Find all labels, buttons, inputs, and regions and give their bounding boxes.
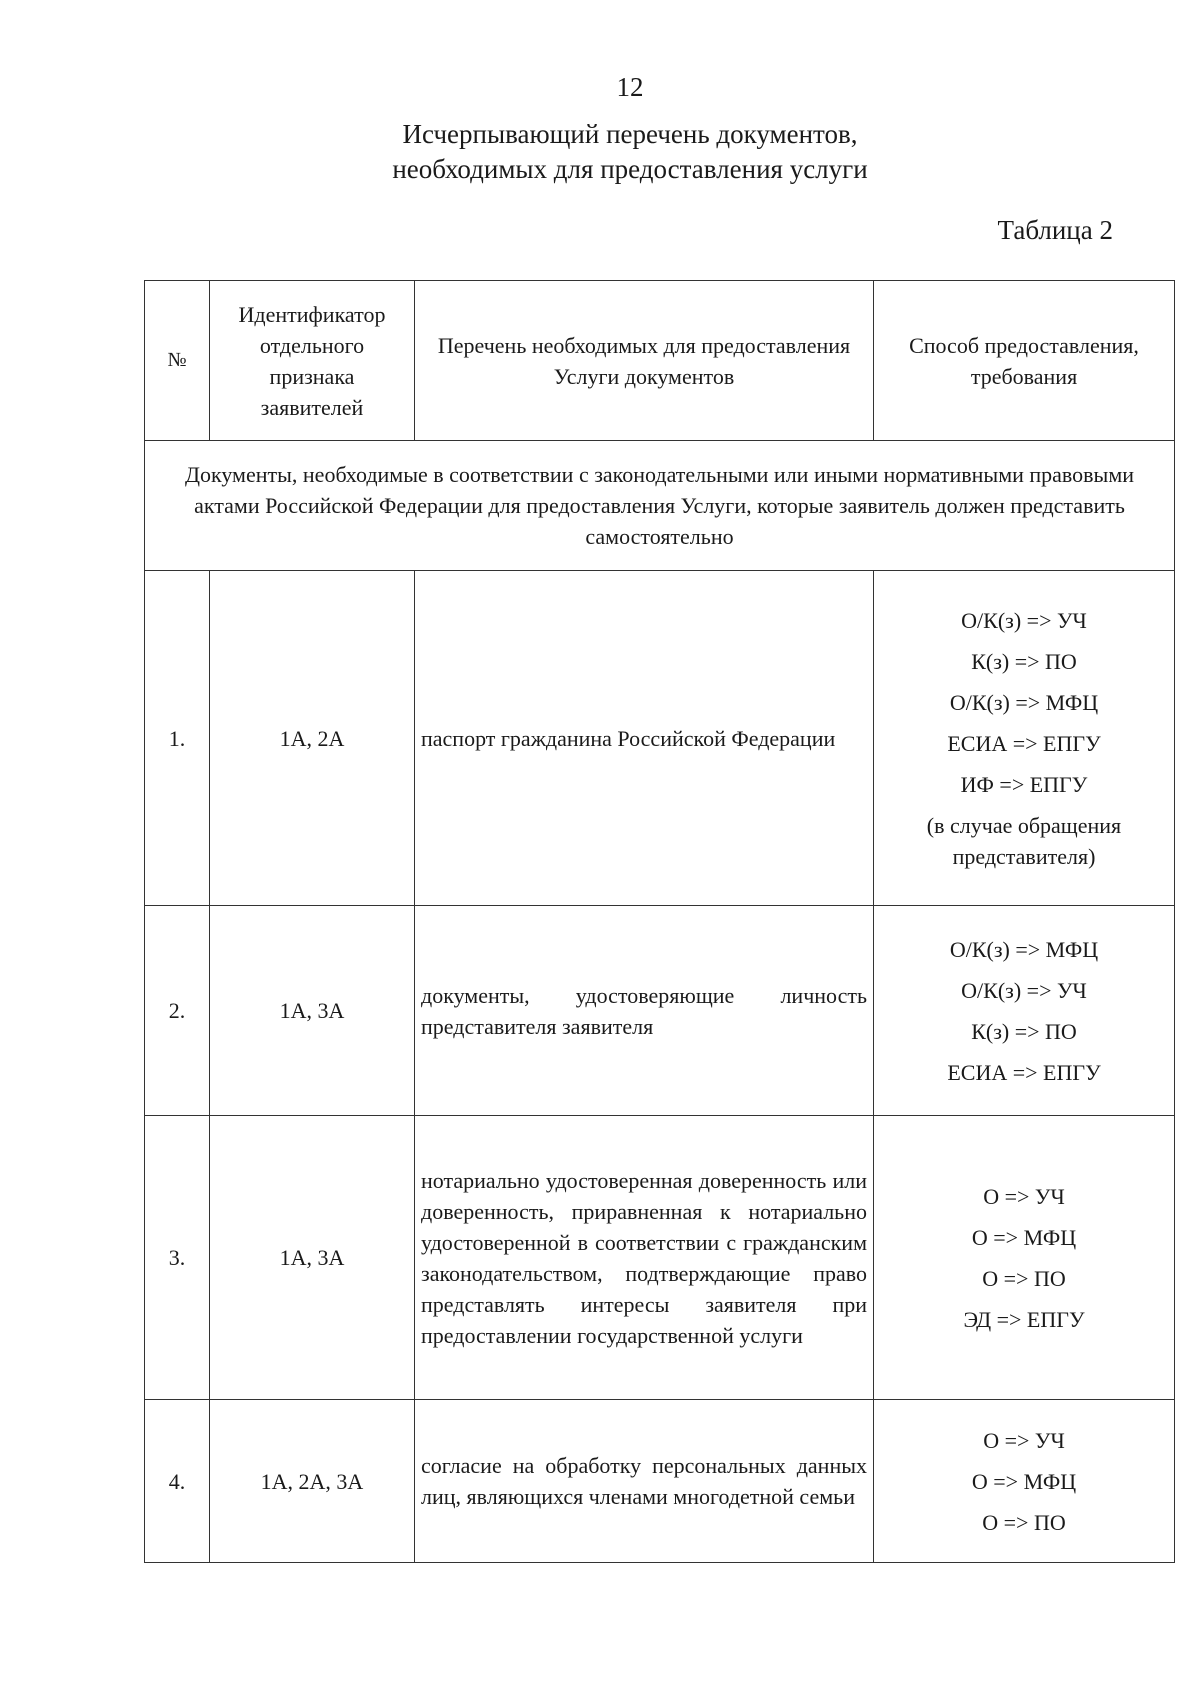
header-identifier: Идентификатор отдельного признака заявителей: [210, 281, 415, 441]
row-document: [415, 906, 874, 1116]
method-item: О => МФЦ: [971, 1468, 1077, 1494]
method-item: ЕСИА => ЕПГУ: [947, 730, 1101, 756]
document-title-line-2: необходимых для предоставления услуги: [392, 154, 868, 184]
row-methods: [874, 906, 1175, 1116]
method-item: О => ПО: [982, 1509, 1066, 1535]
documents-table: [144, 280, 1175, 1563]
row-document: [415, 1400, 874, 1563]
row-num: 4.: [145, 1400, 210, 1563]
row-document: [415, 1116, 874, 1400]
table-row: [145, 906, 1175, 1116]
row-identifier: 1А, 2А: [210, 571, 415, 906]
method-item: К(з) => ПО: [971, 1018, 1077, 1044]
page-number: 12: [616, 72, 644, 102]
header-method: Способ предоставления, требования: [874, 281, 1175, 441]
table-row: [145, 571, 1175, 906]
section-row: [145, 441, 1175, 571]
method-note: (в случае обращения представителя): [926, 812, 1122, 869]
row-methods: [874, 1116, 1175, 1400]
row-methods: [874, 571, 1175, 906]
row-num: 3.: [145, 1116, 210, 1400]
row-document: [415, 571, 874, 906]
method-item: О/К(з) => УЧ: [961, 607, 1087, 633]
row-identifier: 1А, 2А, 3А: [210, 1400, 415, 1563]
header-num: №: [145, 281, 210, 441]
table-label: Таблица 2: [997, 215, 1113, 245]
row-document-text: паспорт гражданина Российской Федерации: [421, 725, 836, 751]
header-documents: Перечень необходимых для предоставления Услуги документов: [415, 281, 874, 441]
method-item: О/К(з) => МФЦ: [949, 936, 1099, 962]
row-num: 1.: [145, 571, 210, 906]
method-item: О/К(з) => МФЦ: [949, 689, 1099, 715]
method-item: О => МФЦ: [971, 1224, 1077, 1250]
row-document-text: документы, удостоверяющие личность представителя заявителя: [421, 982, 867, 1039]
section-title: Документы, необходимые в соответствии с законодательными или иными нормативными правовыми актами Российской Федерации для предоставления Услуги, которые заявитель должен представить самостоятельно: [145, 441, 1175, 571]
table-row: [145, 1116, 1175, 1400]
row-methods: [874, 1400, 1175, 1563]
method-item: ИФ => ЕПГУ: [960, 771, 1088, 797]
row-identifier: 1А, 3А: [210, 906, 415, 1116]
method-item: О => ПО: [982, 1265, 1066, 1291]
method-item: ЭД => ЕПГУ: [963, 1306, 1085, 1332]
document-title-line-1: Исчерпывающий перечень документов,: [402, 119, 858, 149]
document-title: [0, 117, 1200, 187]
table-header-row: [145, 281, 1175, 441]
row-document-text: согласие на обработку персональных данных лиц, являющихся членами многодетной семьи: [421, 1453, 867, 1509]
method-item: К(з) => ПО: [971, 648, 1077, 674]
table-row: [145, 1400, 1175, 1563]
row-document-text: нотариально удостоверенная доверенность или доверенность, приравненная к нотариально удостоверенной в соответствии с гражданским законодательством, подтверждающие право представлять интересы заявителя при предоставлении государственной услуги: [421, 1167, 867, 1348]
method-item: О => УЧ: [983, 1183, 1065, 1209]
method-item: О/К(з) => УЧ: [961, 977, 1087, 1003]
method-item: ЕСИА => ЕПГУ: [947, 1059, 1101, 1085]
method-item: О => УЧ: [983, 1427, 1065, 1453]
row-identifier: 1А, 3А: [210, 1116, 415, 1400]
row-num: 2.: [145, 906, 210, 1116]
